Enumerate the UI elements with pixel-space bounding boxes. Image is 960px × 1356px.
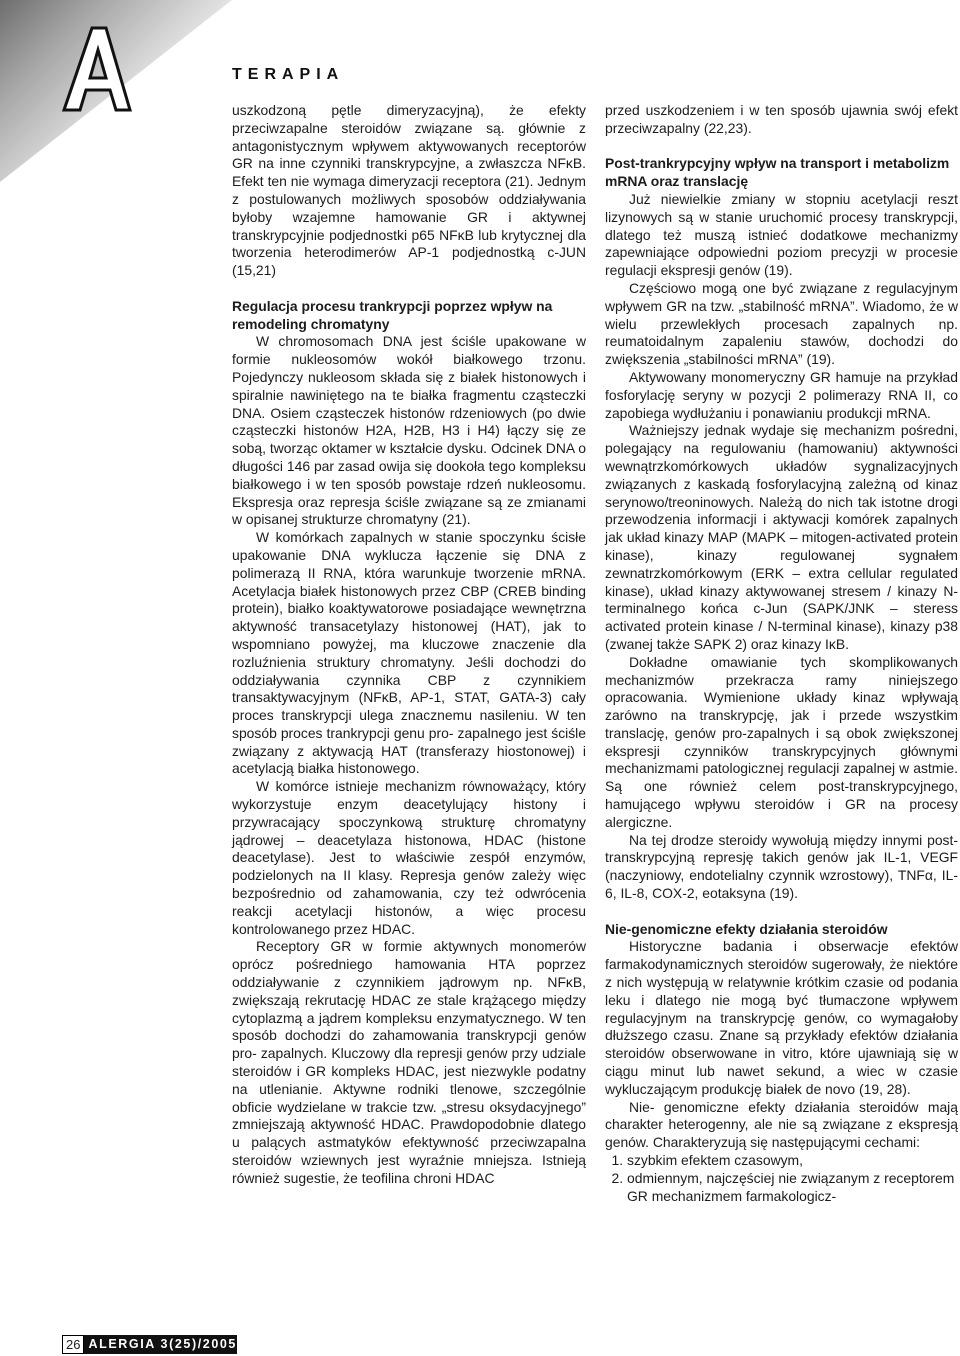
paragraph: W komórce istnieje mechanizm równoważący, który wykorzystuje enzym deacetylujący histony i przywracający spoczynkową strukturę chromatyny jądrowej – deacetylaza histonowa, HDAC (histone deacetylase). Jest to właściwie zespół enzymów, podzielonych na II klasy. Represja genów zależy więc bezpośrednio od zahamowania, czy też odwrócenia reakcji acetylacji histonów, a więc procesu kontrolowanego przez HDAC.	[232, 778, 586, 937]
corner-letter-a-icon	[56, 20, 136, 120]
paragraph: Nie- genomiczne efekty działania steroidów mają charakter heterogenny, ale nie są związane z ekspresją genów. Charakteryzują się następującymi cechami:	[605, 1098, 958, 1151]
page-footer	[62, 1335, 237, 1354]
section-heading: Post-trankrypcyjny wpływ na transport i metabolizm mRNA oraz translację	[605, 155, 950, 190]
list-item: 1. szybkim efektem czasowym,	[627, 1152, 958, 1170]
paragraph: Receptory GR w formie aktywnych monomerów oprócz pośredniego hamowania HTA poprzez oddziaływanie z czynnikiem jądrowym np. NFκB, zwiększają rekrutację HDAC ze stale krążącego między cytoplazmą a jądrem kompleksu enzymatycznego. W ten sposób dochodzi do zahamowania transkrypcji genów pro- zapalnych. Kluczowy dla represji genów przy udziale steroidów i GR kompleks HDAC, jest niezwykle podatny na utlenianie. Aktywne rodniki tlenowe, szczególnie obficie wydzielane w trakcie tzw. „stresu oksydacyjnego” zmniejszają aktywność HDAC. Prawdopodobnie dlatego u palących astmatyków efektywność przeciwzapalna steroidów wziewnych jest wyraźnie mniejsza. Istnieją również sugestie, że teofilina chroni HDAC	[232, 938, 586, 1186]
section-heading: Regulacja procesu trankrypcji poprzez wpływ na remodeling chromatyny	[232, 297, 553, 332]
paragraph: Ważniejszy jednak wydaje się mechanizm pośredni, polegający na regulowaniu (hamowaniu) aktywności wewnątrzkomórkowych układów sygnalizacyjnych związanych z kaskadą fosforylacyjną zależną od kinaz serynowo/treoninowych. Należą do nich tak istotne drogi przewodzenia informacji i aktywacji komórek zapalnych jak układ kinazy MAP (MAPK – mitogen-activated protein kinase), kinazy regulowanej sygnałem zewnatrzkomórkowym (ERK – extra cellular regulated kinase), układ kinazy aktywowanej stresem / kinazy N-terminalnego końca c-Jun (SAPK/JNK – steress activated protein kinase / N-terminal kinase), kinazy p38 (zwanej także SAPK 2) oraz kinazy IκB.	[605, 422, 958, 652]
paragraph: Historyczne badania i obserwacje efektów farmakodynamicznych steroidów sugerowały, że niektóre z nich występują w relatywnie krótkim czasie od podania leku i dlatego nie mogą być tłumaczone wpływem regulacyjnym na transkrypcję genów, co wymagałoby dłuższego czasu. Znane są przykłady efektów działania steroidów obserwowane in vitro, które ujawniają się w ciągu minut lub nawet sekund, a wiec w czasie wykluczającym produkcję białek de novo (19, 28).	[605, 938, 958, 1097]
list-item: 2. odmiennym, najczęściej nie związanym z receptorem GR mechanizmem farmakologicz-	[627, 1170, 958, 1206]
paragraph: uszkodzoną pętle dimeryzacyjną), że efekty przeciwzapalne steroidów związane są. głównie z antagonistycznym wpływem aktywowanych receptorów GR na inne czynniki transkrypcyjne, a zwłaszcza NFκB. Efekt ten nie wymaga dimeryzacji receptora (21). Jednym z postulowanych możliwych sposobów oddziaływania byłoby wzajemne hamowanie GR i aktywnej transkrypcyjnie podjednostki p65 NFκB lub krytycznej dla tworzenia heterodimerów AP-1 podjednostką c-JUN (15,21)	[232, 102, 586, 279]
right-column	[605, 102, 958, 1205]
paragraph: Aktywowany monomeryczny GR hamuje na przykład fosforylację seryny w pozycji 2 polimerazy RNA II, co zapobiega wydłużaniu i ponawianiu produkcji mRNA.	[605, 368, 958, 421]
paragraph: Częściowo mogą one być związane z regulacyjnym wpływem GR na tzw. „stabilność mRNA”. Wiadomo, że w wielu przewlekłych procesach zapalnych np. reumatoidalnym zapaleniu stawów, dochodzi do zwiększenia „stabilności mRNA” (19).	[605, 279, 958, 368]
left-column	[232, 102, 586, 1188]
paragraph: Dokładne omawianie tych skomplikowanych mechanizmów przekracza ramy niniejszego opracowania. Wymienione układy kinaz wpływają zarówno na transkrypcję, jak i przede wszystkim translację, genów pro-zapalnych i są obok zwiększonej ekspresji czynników transkrypcyjnych głównymi mechanizmami patologicznej regulacji zapalnej w astmie. Są one również celem post-transkrypcyjnego, hamującego wpływu steroidów i GR na procesy alergiczne.	[605, 653, 958, 830]
section-heading: Nie-genomiczne efekty działania steroidów	[605, 920, 888, 937]
paragraph: W komórkach zapalnych w stanie spoczynku ścisłe upakowanie DNA wyklucza łączenie się DNA z polimerazą II RNA, która warunkuje tworzenie mRNA. Acetylacja białek histonowych przez CBP (CREB binding protein), białko koaktywatorowe posiadające wewnętrzna aktywność transacetylazy histonowej (HAT), jak to wspomniano powyżej, ma kluczowe znaczenie dla rozluźnienia struktury chromatyny. Jeśli dochodzi do oddziaływania czynnika CBP z czynnikiem transaktywacyjnym (NFκB, AP-1, STAT, GATA-3) cały proces transkrypcji ulega znacznemu nasileniu. W ten sposób proces trankrypcji genu pro- zapalnego jest ściśle związany z aktywacją HAT (transferazy hiostonowej) i acetylacją białka histonowego.	[232, 529, 586, 777]
paragraph: Już niewielkie zmiany w stopniu acetylacji reszt lizynowych są w stanie uruchomić procesy transkrypcji, dlatego też muszą istnieć dodatkowe mechanizmy zapewniające odpowiedni poziom precyzji w procesie regulacji ekspresji genów (19).	[605, 190, 958, 279]
page-number: 26	[62, 1335, 84, 1354]
section-title: TERAPIA	[232, 66, 345, 83]
paragraph: przed uszkodzeniem i w ten sposób ujawnia swój efekt przeciwzapalny (22,23).	[605, 102, 958, 136]
journal-label: ALERGIA 3(25)/2005	[84, 1335, 237, 1354]
feature-list	[605, 1152, 958, 1205]
paragraph: W chromosomach DNA jest ściśle upakowane w formie nukleosomów wokół białkowego trzonu. Pojedynczy nukleosom składa się z białek histonowych i spiralnie nawiniętego na te białka fragmentu cząsteczki DNA. Osiem cząsteczek histonów rdzeniowych (po dwie cząsteczki histonów H2A, H2B, H3 i H4) łączy się ze sobą, tworząc oktamer w kształcie dysku. Odcinek DNA o długości 146 par zasad owija się dookoła tego kompleksu białkowego i w ten sposób powstaje rdzeń nukleosomu. Ekspresja oraz represja ściśle związane są ze zmianami w opisanej strukturze chromatyny (21).	[232, 333, 586, 528]
paragraph: Na tej drodze steroidy wywołują między innymi post- transkrypcyjną represję takich genów jak IL-1, VEGF (naczyniowy, endotelialny czynnik wzrostowy), TNFα, IL-6, IL-8, COX-2, eotaksyna (19).	[605, 831, 958, 902]
